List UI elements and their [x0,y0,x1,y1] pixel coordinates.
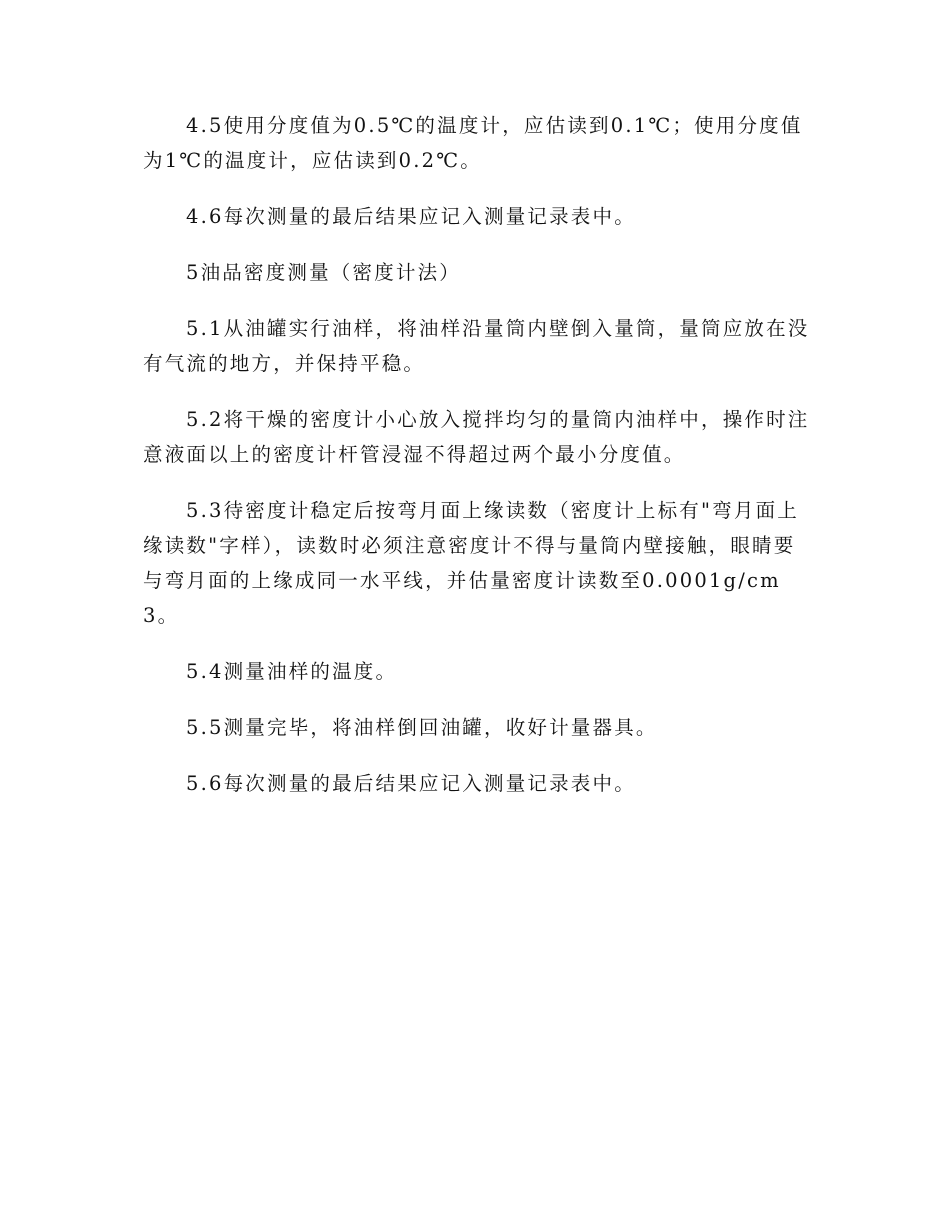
section-heading-5: 5油品密度测量（密度计法） [186,261,462,284]
paragraph-5-1: 5.1从油罐实行油样，将油样沿量筒内壁倒入量筒，量筒应放在没有气流的地方，并保持平稳。 [143,317,810,375]
document-body [143,108,813,822]
paragraph-4-5: 4.5使用分度值为0.5℃的温度计，应估读到0.1℃；使用分度值为1℃的温度计，应估读到0.2℃。 [143,114,803,172]
paragraph-5-4: 5.4测量油样的温度。 [186,660,398,683]
paragraph-5-6: 5.6每次测量的最后结果应记入测量记录表中。 [186,772,636,795]
paragraph-4-6: 4.6每次测量的最后结果应记入测量记录表中。 [186,205,636,228]
paragraph-5-3: 5.3待密度计稳定后按弯月面上缘读数（密度计上标有"弯月面上缘读数"字样），读数时必须注意密度计不得与量筒内壁接触，眼睛要与弯月面的上缘成同一水平线，并估量密度计读数至0.0001g/cm3。 [143,499,799,627]
paragraph-5-5: 5.5测量完毕，将油样倒回油罐，收好计量器具。 [186,716,658,739]
paragraph-5-2: 5.2将干燥的密度计小心放入搅拌均匀的量筒内油样中，操作时注意液面以上的密度计杆管浸湿不得超过两个最小分度值。 [143,408,810,466]
